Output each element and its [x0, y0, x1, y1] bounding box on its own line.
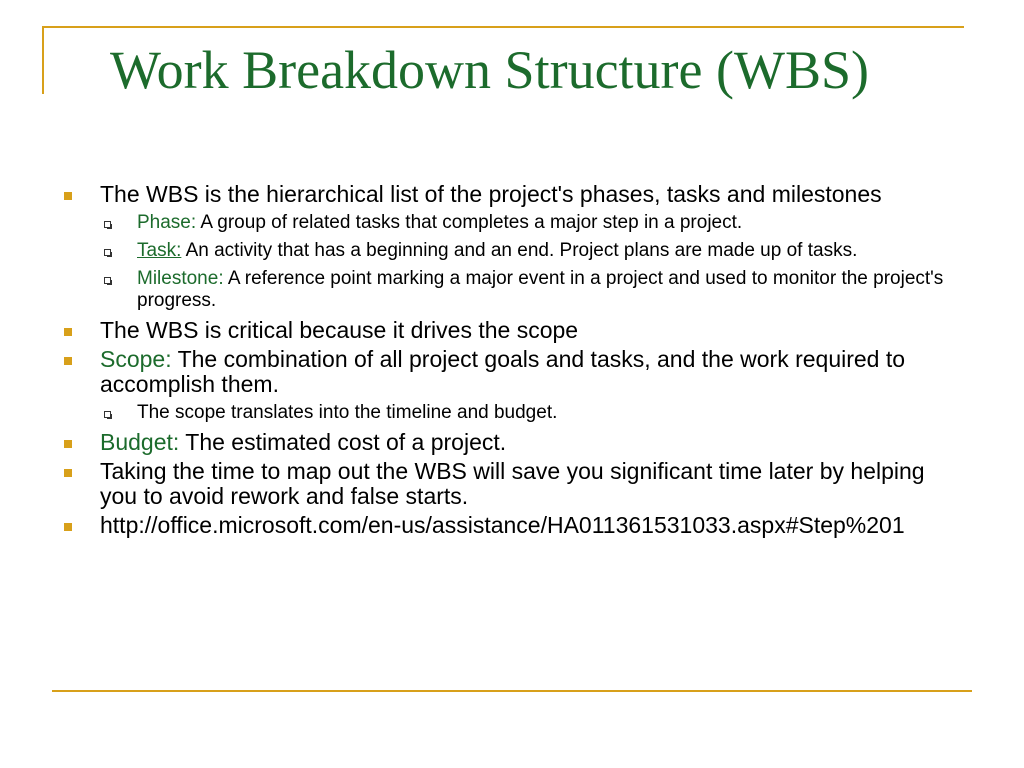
bullet-wbs-critical: [62, 318, 962, 343]
sub-list-scope: [62, 402, 962, 424]
square-bullet-icon: [64, 192, 72, 200]
term-scope: Scope:: [100, 346, 172, 372]
square-bullet-icon: [64, 440, 72, 448]
bullet-scope: [62, 347, 962, 397]
left-rule: [42, 26, 44, 94]
bullet-reference-url: [62, 513, 962, 538]
term-milestone: Milestone:: [137, 268, 224, 289]
hollow-square-bullet-icon: [104, 249, 111, 256]
sub-bullet-scope-translation: [62, 402, 962, 424]
slide-title: Work Breakdown Structure (WBS): [110, 40, 869, 100]
sub-bullet-phase: [62, 212, 962, 234]
square-bullet-icon: [64, 469, 72, 477]
bottom-rule: [52, 690, 972, 692]
hollow-square-bullet-icon: [104, 221, 111, 228]
term-scope-definition: The combination of all project goals and tasks, and the work required to accomplish them.: [100, 346, 906, 397]
square-bullet-icon: [64, 357, 72, 365]
sub-list-wbs-terms: [62, 212, 962, 312]
hollow-square-bullet-icon: [104, 277, 111, 284]
sub-bullet-milestone: [62, 268, 962, 312]
term-phase-definition: A group of related tasks that completes a major step in a project.: [196, 212, 743, 233]
sub-bullet-text: The scope translates into the timeline and budget.: [137, 402, 558, 423]
term-phase: Phase:: [137, 212, 197, 233]
bullet-time-savings: [62, 459, 962, 509]
term-task-definition: An activity that has a beginning and an end. Project plans are made up of tasks.: [181, 240, 858, 261]
top-rule: [42, 26, 964, 28]
square-bullet-icon: [64, 328, 72, 336]
term-task-link[interactable]: Task:: [137, 240, 182, 261]
square-bullet-icon: [64, 523, 72, 531]
slide-content: [62, 182, 962, 542]
term-milestone-definition: A reference point marking a major event in a project and used to monitor the project's progress.: [137, 268, 944, 311]
hollow-square-bullet-icon: [104, 411, 111, 418]
bullet-text: The WBS is critical because it drives the scope: [100, 317, 579, 343]
term-budget: Budget:: [100, 429, 180, 455]
bullet-wbs-definition: [62, 182, 962, 207]
bullet-budget: [62, 430, 962, 455]
sub-bullet-task: [62, 240, 962, 262]
bullet-text: Taking the time to map out the WBS will save you significant time later by helping you to avoid rework and false starts.: [100, 458, 925, 509]
bullet-text: The WBS is the hierarchical list of the project's phases, tasks and milestones: [100, 181, 882, 207]
term-budget-definition: The estimated cost of a project.: [179, 429, 507, 455]
reference-url: http://office.microsoft.com/en-us/assistance/HA011361531033.aspx#Step%201: [100, 512, 905, 538]
